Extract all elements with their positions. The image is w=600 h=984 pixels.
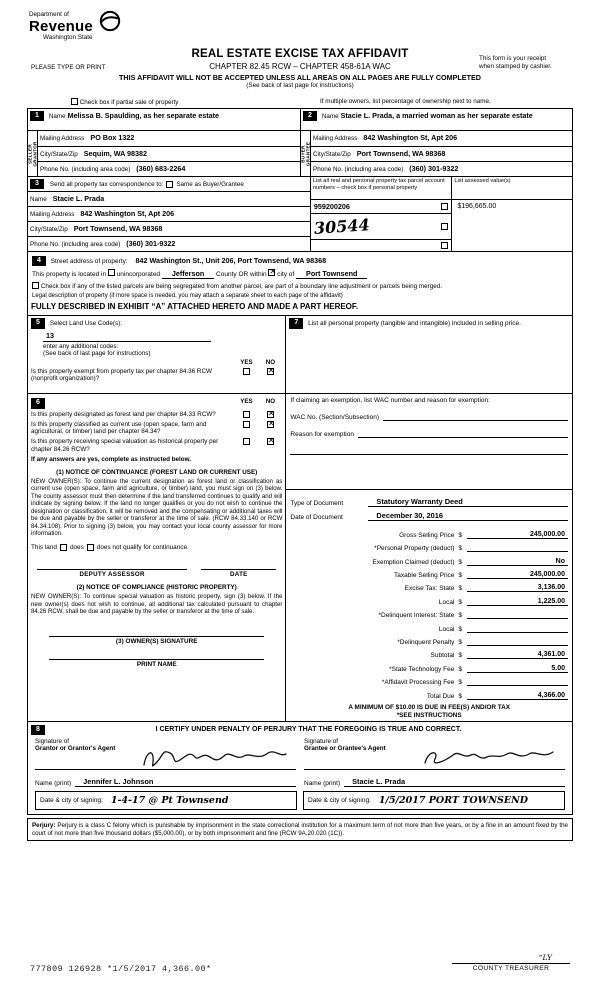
- money-row-taxable: [290, 566, 568, 579]
- minimum-fee-note: A MINIMUM OF $10.00 IS DUE IN FEE(S) AND/OR TAX: [348, 703, 511, 711]
- parcel-numbers-column: [311, 177, 452, 251]
- assessor-date-label: DATE: [230, 571, 248, 579]
- money-row-excise-state: [290, 579, 568, 592]
- tax-computation-table: [290, 525, 568, 699]
- buyer-side-label-bottom: GRANTEE: [305, 141, 311, 166]
- historic-question-row: [31, 438, 282, 453]
- owner-signature-label: (3) OWNER(S) SIGNATURE: [115, 637, 198, 645]
- cashier-stamp: 777809 126928 *1/5/2017 4,366.00*: [30, 964, 212, 974]
- buyer-name-value[interactable]: Stacie L. Prada, a married woman as her separate estate: [340, 111, 533, 121]
- buyer-mailing-label: Mailing Address: [313, 135, 358, 142]
- reason-label: Reason for exemption: [290, 431, 354, 439]
- if-yes-note: If any answers are yes, complete as instructed below.: [31, 456, 192, 464]
- top-options-row: [27, 96, 573, 108]
- reason-extra-line[interactable]: [290, 445, 568, 455]
- land-use-code-field[interactable]: 13: [43, 331, 211, 342]
- money-label: *State Technology Fee: [389, 665, 455, 673]
- does-not-checkbox[interactable]: [87, 544, 94, 551]
- middle-columns: [28, 315, 572, 720]
- seller-detail-rows: [28, 130, 300, 176]
- forest-yes-checkbox[interactable]: [243, 411, 250, 418]
- correspondence-mailing-label: Mailing Address: [30, 211, 75, 218]
- buyer-detail-rows: [301, 130, 572, 176]
- current-use-yes-cell: [234, 421, 258, 429]
- grantor-name-cell: [31, 773, 300, 787]
- forest-land-question-row: [31, 411, 282, 419]
- dollar-sign: $: [458, 598, 463, 606]
- historic-no-checkbox[interactable]: [267, 438, 274, 445]
- wac-row: [290, 407, 568, 421]
- section-3: [28, 176, 572, 251]
- legal-description-label: Legal description of property (if more space is needed, you may attach a separate sheet to each page of the affidavit): [32, 292, 343, 299]
- treasurer-block: [452, 953, 570, 972]
- dollar-sign: $: [458, 558, 463, 566]
- money-row-total-due: [290, 686, 568, 699]
- money-label: Excise Tax: State: [404, 585, 455, 593]
- please-type-note: PLEASE TYPE OR PRINT: [31, 64, 106, 71]
- money-value[interactable]: [467, 632, 568, 633]
- dollar-sign: $: [458, 625, 463, 633]
- correspondence-mailing-value[interactable]: 842 Washington St, Apt 206: [80, 209, 175, 218]
- buyer-side-strip: [301, 131, 311, 176]
- money-label: *Affidavit Processing Fee: [381, 679, 455, 687]
- seller-fields: [38, 131, 300, 176]
- grantee-date-label: Date & city of signing:: [308, 796, 371, 804]
- section-8-badge: 8: [31, 725, 45, 735]
- money-label: *Personal Property (deduct): [374, 545, 455, 553]
- historic-question: Is this property receiving special valuation as historical property per chapter 84.26 RCW?: [31, 437, 219, 453]
- current-use-no-cell: [258, 421, 282, 429]
- date-of-document-label: Date of Document: [290, 514, 343, 522]
- grantor-signature-of-label: Signature of: [35, 737, 69, 745]
- parcel-row: [311, 200, 451, 214]
- form-header: [27, 12, 573, 96]
- money-label: Taxable Selling Price: [394, 572, 455, 580]
- buyer-name-row: [301, 109, 572, 130]
- left-column: [28, 316, 286, 720]
- seller-side-label: [27, 141, 38, 166]
- current-use-question-row: [31, 421, 282, 436]
- parcel-personal-checkbox[interactable]: [441, 203, 448, 210]
- county-value[interactable]: Jefferson: [162, 269, 214, 279]
- money-label: Gross Selling Price: [399, 531, 455, 539]
- dollar-sign: $: [458, 679, 463, 687]
- parcel-personal-checkbox[interactable]: [441, 242, 448, 249]
- buyer-csz-value[interactable]: Port Townsend, WA 98368: [356, 149, 446, 158]
- seller-section: [28, 109, 300, 176]
- money-row-delinquent-interest-local: [290, 619, 568, 632]
- current-use-yes-checkbox[interactable]: [243, 421, 250, 428]
- section-7-badge: 7: [289, 318, 303, 328]
- logo-revenue-wordmark: Revenue: [29, 18, 93, 36]
- street-address-value[interactable]: 842 Washington St., Unit 206, Port Townsend, WA 98368: [135, 255, 327, 265]
- correspondence-csz-value[interactable]: Port Townsend, WA 98368: [73, 224, 163, 233]
- money-row-delinquent-interest-state: [290, 606, 568, 619]
- form-title: REAL ESTATE EXCISE TAX AFFIDAVIT: [191, 48, 409, 60]
- buyer-side-label-top: BUYER: [300, 144, 306, 163]
- section-8: [28, 721, 572, 814]
- reason-value-field[interactable]: [358, 428, 568, 438]
- personal-property-label: List all personal property (tangible and intangible) included in selling price.: [308, 320, 521, 328]
- money-value[interactable]: 245,000.00: [467, 571, 568, 579]
- print-name-block: [31, 659, 282, 668]
- receipt-note-line1: This form is your receipt: [479, 55, 547, 62]
- logo-dept-line: Department of: [29, 11, 69, 18]
- exempt-yes-checkbox[interactable]: [243, 368, 250, 375]
- date-of-document-value[interactable]: December 30, 2016: [368, 511, 568, 521]
- money-value[interactable]: [467, 618, 568, 619]
- section-4-badge: 4: [32, 256, 46, 266]
- money-row-gross: [290, 525, 568, 538]
- receipt-note: [479, 55, 573, 71]
- seller-name-value[interactable]: Melissa B. Spaulding, as her separate estate: [67, 111, 220, 121]
- print-name-line[interactable]: [49, 659, 264, 660]
- deputy-assessor-signature-line[interactable]: [37, 569, 187, 570]
- assessed-value[interactable]: $196,665.00: [457, 203, 497, 210]
- receipt-note-line2: when stamped by cashier.: [479, 62, 552, 70]
- partial-sale-option: [71, 98, 320, 106]
- seller-csz-value[interactable]: Sequim, WA 98382: [83, 149, 147, 158]
- grantor-name-value[interactable]: Jennifer L. Johnson: [75, 777, 296, 787]
- money-row-technology-fee: [290, 659, 568, 672]
- money-row-personal-property: [290, 539, 568, 552]
- deputy-assessor-cell: [37, 569, 187, 578]
- buyer-csz-label: City/State/Zip: [313, 151, 351, 158]
- grantor-agent-label: Grantor or Grantor's Agent: [35, 744, 116, 752]
- buyer-section: [300, 109, 572, 176]
- seller-side-strip: [28, 131, 38, 176]
- reason-extra-row: [290, 441, 568, 455]
- sec5-yes-no-header: [31, 359, 282, 366]
- perjury-label: Perjury:: [32, 821, 56, 829]
- money-label: Subtotal: [430, 652, 455, 660]
- does-checkbox[interactable]: [60, 544, 67, 551]
- city-value[interactable]: Port Townsend: [296, 269, 367, 279]
- dollar-sign: $: [458, 692, 463, 700]
- legal-description-value[interactable]: FULLY DESCRIBED IN EXHIBIT “A” ATTACHED HERETO AND MADE A PART HEREOF.: [31, 302, 359, 312]
- grantee-name-cell: [300, 773, 569, 787]
- notice1-title: (1) NOTICE OF CONTINUANCE (FOREST LAND OR CURRENT USE): [56, 469, 258, 477]
- no-header: NO: [265, 398, 276, 406]
- grantor-date-value[interactable]: 1-4-17 @ Pt Townsend: [110, 794, 229, 806]
- seller-name-row: [28, 109, 300, 130]
- chapter-line: CHAPTER 82.45 RCW – CHAPTER 458-61A WAC: [209, 62, 391, 71]
- land-qualify-row: [31, 544, 282, 551]
- parcel-personal-checkbox[interactable]: [441, 223, 448, 230]
- money-value[interactable]: [467, 551, 568, 552]
- same-as-buyer-label: Same as Buyer/Grantee: [176, 180, 244, 188]
- seller-name-label: Name: [48, 113, 66, 121]
- this-land-label: This land: [31, 544, 57, 552]
- section-5-badge: 5: [31, 318, 45, 328]
- grantor-signature-cell[interactable]: [35, 738, 296, 770]
- money-label: Local: [438, 625, 455, 633]
- segregated-label: Check box if any of the listed parcels are being segregated from another parcel, are part of a boundary line adjustment or parcels being merged.: [40, 282, 442, 290]
- money-value[interactable]: 4,361.00: [467, 651, 568, 659]
- forest-no-cell: [258, 411, 282, 419]
- notice1-body: NEW OWNER(S): To continue the current designation as forest land or classification as current use (open space, farm and agriculture, or timber) land, you must sign on (3) below. The county assessor must then determine if the land transferred continues to qualify and will indicate by signing below. If the land no longer qualifies or you do not wish to continue the designation or classification, it will be removed and the compensating or additional taxes will be due and payable by the seller or transferor at the time of sale. (RCW 84.33.140 or RCW 84.34.108). Prior to signing (3) below, you may contact your local county assessor for more information.: [31, 478, 283, 537]
- type-of-document-label: Type of Document: [290, 500, 344, 508]
- seller-csz-row: [38, 146, 300, 161]
- buyer-phone-label: Phone No. (including area code): [313, 166, 404, 173]
- correspondence-mailing-row: [28, 206, 310, 221]
- correspondence-phone-row: [28, 236, 310, 251]
- money-value[interactable]: 245,000.00: [467, 531, 568, 539]
- dollar-sign: $: [458, 638, 463, 646]
- unincorporated-checkbox[interactable]: [108, 269, 115, 276]
- date-of-document-row: [290, 507, 568, 521]
- forest-yes-cell: [234, 411, 258, 419]
- does-label: does: [69, 544, 84, 552]
- send-correspondence-label: Send all property tax correspondence to:: [49, 180, 164, 188]
- street-address-row: [31, 254, 569, 267]
- county-treasurer-label: COUNTY TREASURER: [472, 965, 550, 972]
- seller-mailing-row: [38, 131, 300, 146]
- forest-land-question: Is this property designated as forest land per chapter 84.33 RCW?: [31, 410, 216, 418]
- buyer-mailing-row: [311, 131, 572, 146]
- parcel-column-header: List all real and personal property tax parcel account numbers – check box if personal property: [311, 177, 451, 200]
- personal-property-block: [286, 316, 572, 394]
- owner-signature-block: [31, 636, 282, 645]
- section-1-badge: 1: [30, 111, 44, 121]
- tax-correspondence-block: [28, 177, 311, 251]
- document-and-tax-block: [286, 490, 572, 720]
- does-not-label: does not qualify for continuance.: [96, 544, 189, 552]
- land-use-label: Select Land Use Code(s):: [49, 320, 122, 328]
- land-use-head: [31, 318, 282, 328]
- yes-header: YES: [240, 398, 253, 406]
- multiple-owners-note: If multiple owners, list percentage of ownership next to name.: [320, 98, 491, 105]
- county-or-label: County OR within: [216, 270, 267, 278]
- money-label: Exemption Claimed (deduct): [372, 558, 455, 566]
- money-value[interactable]: [467, 685, 568, 686]
- sec6-badge-holder: [31, 398, 234, 408]
- parcel-number-handwritten[interactable]: 30544: [313, 214, 371, 238]
- correspondence-name-row: [28, 191, 310, 206]
- logo-state-line: Washington State: [43, 34, 93, 42]
- seller-csz-label: City/State/Zip: [40, 151, 78, 158]
- correspondence-name-value[interactable]: Stacie L. Prada: [52, 194, 105, 203]
- grantor-date-label: Date & city of signing:: [40, 796, 103, 804]
- yes-header: YES: [240, 358, 253, 366]
- section-7: [286, 316, 572, 720]
- name-print-row: [31, 773, 569, 787]
- dor-logo: [29, 12, 93, 42]
- grantee-name-print-label: Name (print): [304, 779, 341, 787]
- affidavit-form-body: [27, 108, 573, 815]
- exempt-no-cell: [258, 368, 282, 376]
- street-address-label: Street address of property:: [50, 257, 128, 265]
- assessor-date-line[interactable]: [201, 569, 276, 570]
- grantor-date-cell: [35, 791, 297, 810]
- dollar-sign: $: [458, 531, 463, 539]
- buyer-csz-row: [311, 146, 572, 161]
- section-6-badge: 6: [31, 398, 45, 408]
- buyer-side-label: [300, 141, 311, 166]
- buyer-fields: [311, 131, 572, 176]
- city-checkbox[interactable]: [268, 269, 275, 276]
- seller-mailing-value[interactable]: PO Box 1322: [90, 133, 135, 142]
- additional-codes-label: enter any additional codes:: [43, 342, 119, 350]
- seller-side-label-bottom: GRANTOR: [32, 140, 38, 167]
- parcel-row: [311, 240, 451, 251]
- dollar-sign: $: [458, 572, 463, 580]
- section-2-badge: 2: [303, 111, 317, 121]
- exemption-header: If claiming an exemption, list WAC number and reason for exemption:: [290, 397, 490, 405]
- exempt-question-row: [31, 368, 282, 383]
- historic-no-cell: [258, 438, 282, 446]
- see-instructions-note: *SEE INSTRUCTIONS: [396, 711, 462, 719]
- reason-row: [290, 424, 568, 438]
- grantee-signature-of-label: Signature of: [304, 737, 338, 745]
- money-label: *Delinquent Interest: State: [378, 612, 455, 620]
- print-name-label: PRINT NAME: [136, 660, 177, 668]
- grantee-date-cell: [303, 791, 565, 810]
- correspondence-csz-label: City/State/Zip: [30, 226, 68, 233]
- seller-phone-label: Phone No. (including area code): [40, 166, 131, 173]
- money-value[interactable]: [467, 645, 568, 646]
- money-label: Local: [438, 598, 455, 606]
- owner-signature-line[interactable]: [49, 636, 264, 637]
- correspondence-phone-label: Phone No. (including area code): [30, 241, 121, 248]
- notice2-body: NEW OWNER(S): To continue special valuation as historic property, sign (3) below. If the new owner(s) does not wish to continue, all additional tax calculated pursuant to chapter 84.26 RCW, shall be due and payable by the seller or transferor at the time of sale.: [31, 593, 283, 616]
- grantee-signature-icon: [419, 745, 559, 773]
- dor-logo-icon: [99, 10, 121, 32]
- section-4: [28, 251, 572, 315]
- parcel-number-value[interactable]: 959200206: [313, 202, 350, 211]
- grantee-date-value[interactable]: 1/5/2017 PORT TOWNSEND: [378, 794, 529, 806]
- grantee-name-value[interactable]: Stacie L. Prada: [344, 777, 565, 787]
- warning-line: THIS AFFIDAVIT WILL NOT BE ACCEPTED UNLESS ALL AREAS ON ALL PAGES ARE FULLY COMPLETED: [119, 73, 481, 82]
- grantor-signature-icon: [140, 745, 290, 773]
- seller-side-label-top: SELLER: [27, 143, 33, 164]
- signature-row: [31, 738, 569, 770]
- grantee-signature-cell[interactable]: [304, 738, 565, 770]
- certify-row: [31, 725, 569, 735]
- same-as-buyer-checkbox[interactable]: [166, 181, 173, 188]
- correspondence-csz-row: [28, 221, 310, 236]
- type-of-document-value[interactable]: Statutory Warranty Deed: [368, 497, 568, 507]
- assessed-values-column: [452, 177, 572, 251]
- money-row-delinquent-penalty: [290, 633, 568, 646]
- dollar-sign: $: [458, 612, 463, 620]
- section-6: [28, 394, 285, 671]
- exempt-yes-cell: [234, 368, 258, 376]
- correspondence-name-label: Name: [30, 196, 47, 203]
- seller-mailing-label: Mailing Address: [40, 135, 85, 142]
- segregated-row: [31, 280, 569, 291]
- see-back-note-2: (See back of last page for instructions): [43, 349, 151, 357]
- money-value[interactable]: 5.00: [467, 665, 568, 673]
- city-of-label: city of: [277, 270, 295, 278]
- certify-statement: I CERTIFY UNDER PENALTY OF PERJURY THAT THE FOREGOING IS TRUE AND CORRECT.: [155, 726, 462, 734]
- deputy-assessor-label: DEPUTY ASSESSOR: [79, 571, 145, 579]
- type-of-document-row: [290, 493, 568, 507]
- grantor-name-print-label: Name (print): [35, 779, 72, 787]
- money-value[interactable]: No: [467, 558, 568, 566]
- perjury-text: Perjury is a class C felony which is punishable by imprisonment in the state correctional institution for a maximum term of not more than five years, or by a fine in an amount fixed by the court of not more than five thousand dollars ($5,000.00), or by both imprisonment and fine (RCW 9A.20.020 (1C)).: [32, 821, 568, 837]
- seller-phone-row: [38, 161, 300, 176]
- assessor-date-cell: [201, 569, 276, 578]
- money-value[interactable]: 3,136.00: [467, 584, 568, 592]
- historic-yes-checkbox[interactable]: [243, 438, 250, 445]
- exempt-no-checkbox[interactable]: [267, 368, 274, 375]
- partial-sale-label: Check box if partial sale of property: [79, 99, 179, 106]
- unincorporated-label: unincorporated: [116, 270, 161, 278]
- money-value[interactable]: 4,366.00: [467, 692, 568, 700]
- sec6-yes-no-header: [31, 398, 282, 408]
- dollar-sign: $: [458, 665, 463, 673]
- money-label: *Delinquent Penalty: [397, 638, 455, 646]
- see-back-note: (See back of last page for instructions): [246, 82, 354, 89]
- buyer-phone-value[interactable]: (360) 301-9322: [409, 164, 459, 173]
- seller-phone-value[interactable]: (360) 683-2264: [136, 164, 186, 173]
- located-in-label: This property is located in: [32, 270, 107, 278]
- exemption-block: [286, 394, 572, 490]
- historic-yes-cell: [234, 438, 258, 446]
- grantee-agent-label: Grantee or Grantee's Agent: [304, 744, 386, 752]
- partial-sale-checkbox[interactable]: [71, 98, 78, 105]
- buyer-name-label: Name: [321, 113, 339, 121]
- money-row-excise-local: [290, 592, 568, 605]
- stamp-fragment: “LY: [538, 953, 552, 962]
- section-3-badge: 3: [30, 179, 44, 189]
- wac-value-field[interactable]: [383, 411, 568, 421]
- deputy-assessor-row: [31, 569, 282, 578]
- assessed-column-header: List assessed value(s): [452, 177, 572, 200]
- dollar-sign: $: [458, 652, 463, 660]
- no-header: NO: [265, 358, 276, 366]
- dollar-sign: $: [458, 545, 463, 553]
- dollar-sign: $: [458, 585, 463, 593]
- parcel-row: [311, 214, 451, 240]
- current-use-no-checkbox[interactable]: [267, 421, 274, 428]
- money-value[interactable]: 1,225.00: [467, 598, 568, 606]
- money-row-subtotal: [290, 646, 568, 659]
- segregated-checkbox[interactable]: [32, 282, 39, 289]
- correspondence-head: [28, 177, 310, 191]
- section-5: [28, 316, 285, 394]
- money-label: Total Due: [426, 692, 455, 700]
- notice2-title: (2) NOTICE OF COMPLIANCE (HISTORIC PROPERTY): [76, 584, 237, 592]
- buyer-mailing-value[interactable]: 842 Washington St, Apt 206: [363, 133, 458, 142]
- current-use-question: Is this property classified as current use (open space, farm and agricultural, or timber) land per chapter 84.34?: [31, 420, 207, 436]
- exempt-question: Is this property exempt from property tax per chapter 84.36 RCW (nonprofit organization)?: [31, 367, 212, 383]
- correspondence-phone-value[interactable]: (360) 301-9322: [126, 239, 176, 248]
- parties-row: [28, 109, 572, 176]
- treasurer-signature-line[interactable]: [452, 963, 570, 964]
- buyer-phone-row: [311, 161, 572, 176]
- wac-label: WAC No. (Section/Subsection): [290, 414, 380, 422]
- money-row-processing-fee: [290, 673, 568, 686]
- location-row: [31, 267, 569, 280]
- date-city-row: [31, 791, 569, 810]
- perjury-notice: [27, 818, 573, 842]
- forest-no-checkbox[interactable]: [267, 411, 274, 418]
- money-row-exemption-claimed: [290, 552, 568, 565]
